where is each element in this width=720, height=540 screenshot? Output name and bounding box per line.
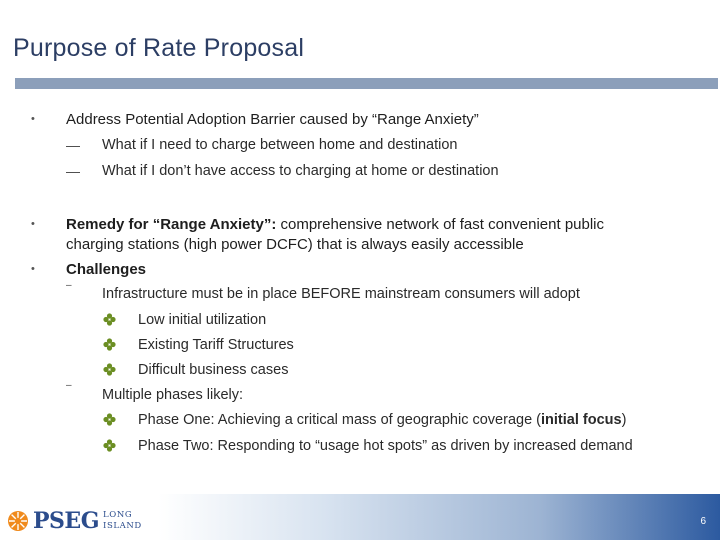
phase-1-post: ) bbox=[621, 412, 627, 428]
sun-icon bbox=[7, 510, 29, 532]
bullet-2-lead: Remedy for “Range Anxiety”: bbox=[66, 216, 277, 233]
phase-1-focus: initial focus bbox=[541, 412, 622, 428]
diamond-icon bbox=[103, 439, 116, 452]
diamond-icon bbox=[103, 338, 116, 351]
slide-title: Purpose of Rate Proposal bbox=[13, 34, 305, 62]
tick-icon: – bbox=[66, 280, 72, 291]
logo-sub-line1: LONG bbox=[103, 510, 133, 520]
diamond-icon bbox=[103, 313, 116, 326]
phase-1-pre: Phase One: Achieving a critical mass of geographic coverage ( bbox=[138, 412, 541, 428]
logo bbox=[7, 508, 142, 534]
bullet-2-text: comprehensive network of fast convenient public bbox=[276, 216, 605, 233]
group-2-text: Multiple phases likely: bbox=[102, 387, 244, 403]
bullet-3-text: Challenges bbox=[66, 261, 147, 278]
footer bbox=[0, 494, 720, 540]
bullet-dot: • bbox=[31, 263, 35, 275]
diamond-icon bbox=[103, 363, 116, 376]
sub-item-1-2: What if I don’t have access to charging at home or destination bbox=[102, 163, 499, 179]
logo-sub bbox=[103, 510, 142, 532]
logo-text: PSEG bbox=[33, 508, 99, 534]
page-number: 6 bbox=[700, 516, 706, 527]
phase-item-2: Phase Two: Responding to “usage hot spots” as driven by increased demand bbox=[138, 438, 633, 454]
bullet-2-line1 bbox=[66, 216, 604, 233]
diamond-icon bbox=[103, 413, 116, 426]
challenge-item-2: Existing Tariff Structures bbox=[138, 337, 294, 353]
logo-sub-line2: ISLAND bbox=[103, 521, 142, 531]
bullet-dot: • bbox=[31, 218, 35, 230]
bullet-2-line2: charging stations (high power DCFC) that is always easily accessible bbox=[66, 236, 524, 253]
tick-icon: – bbox=[66, 380, 72, 391]
title-rule bbox=[15, 78, 718, 89]
dash-icon: — bbox=[66, 163, 80, 179]
challenge-item-3: Difficult business cases bbox=[138, 362, 289, 378]
challenge-item-1: Low initial utilization bbox=[138, 312, 267, 328]
dash-icon: — bbox=[66, 137, 80, 153]
sub-item-1-1: What if I need to charge between home and destination bbox=[102, 137, 458, 153]
group-1-text: Infrastructure must be in place BEFORE mainstream consumers will adopt bbox=[102, 286, 580, 302]
phase-item-1 bbox=[138, 412, 626, 428]
bullet-1-text: Address Potential Adoption Barrier caused by “Range Anxiety” bbox=[66, 111, 479, 128]
bullet-dot: • bbox=[31, 113, 35, 125]
